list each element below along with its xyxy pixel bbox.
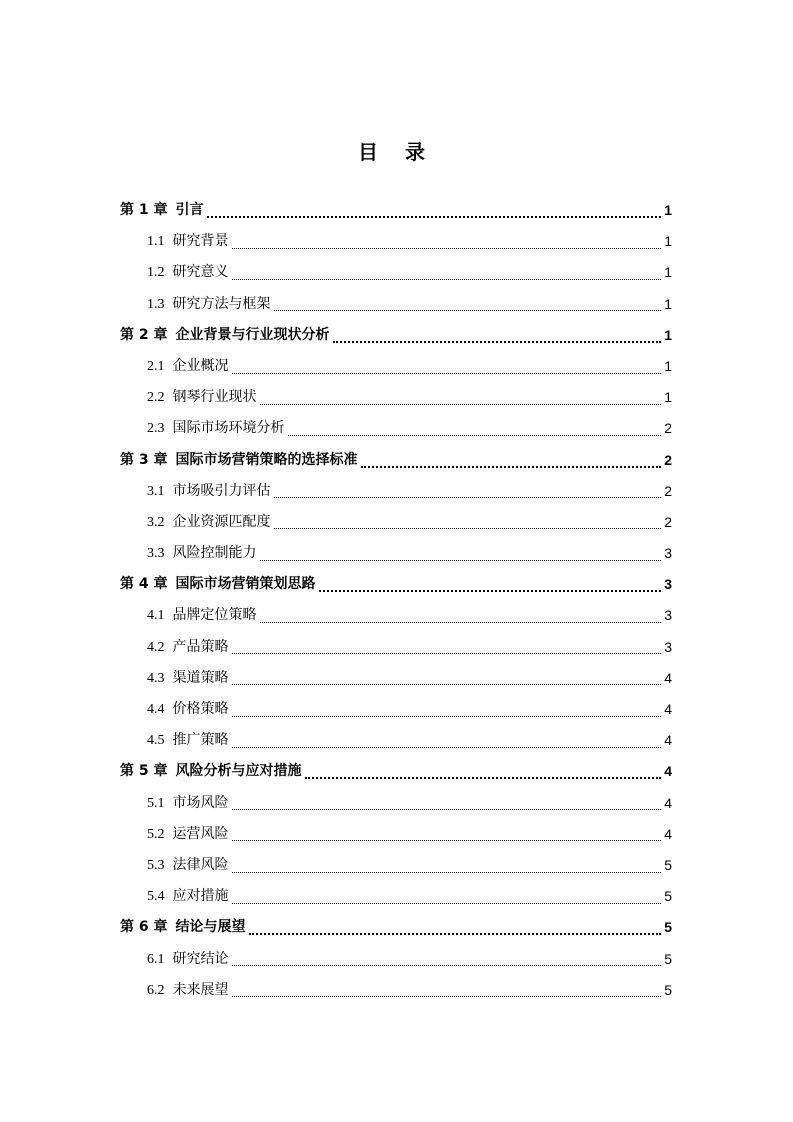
toc-page-number: 5 (664, 981, 672, 998)
toc-entry-number: 5.4 (147, 889, 165, 905)
toc-page-number: 5 (664, 856, 672, 873)
toc-page-number: 1 (664, 357, 672, 374)
toc-entry-number: 4.1 (147, 608, 165, 624)
toc-entry-number: 3.3 (147, 546, 165, 562)
toc-entry-number: 第 2 章 (120, 326, 168, 343)
toc-entry-label: 应对措施 (172, 888, 229, 905)
toc-entry-label: 研究意义 (172, 264, 229, 281)
toc-entry-label: 风险控制能力 (172, 545, 257, 562)
toc-dot-leader (232, 715, 662, 717)
toc-section-entry[interactable] (120, 476, 672, 507)
toc-page-number: 4 (664, 794, 672, 811)
toc-section-entry[interactable] (120, 226, 672, 257)
toc-page-number: 1 (664, 202, 672, 218)
toc-page-number: 3 (664, 545, 672, 562)
toc-section-entry[interactable] (120, 663, 672, 694)
toc-dot-leader (232, 278, 662, 280)
toc-entry-label: 渠道策略 (172, 669, 229, 686)
toc-dot-leader (260, 621, 662, 623)
toc-page-number: 1 (664, 389, 672, 406)
toc-dot-leader (305, 776, 662, 779)
toc-page-number: 5 (664, 888, 672, 905)
toc-section-entry[interactable] (120, 881, 672, 912)
toc-entry-label: 市场风险 (172, 794, 229, 811)
toc-dot-leader (232, 902, 662, 904)
toc-entry-label: 价格策略 (172, 701, 229, 717)
toc-dot-leader (232, 808, 662, 810)
toc-section-entry[interactable] (120, 600, 672, 631)
toc-entry-number: 5.1 (147, 795, 165, 811)
toc-entry-label: 企业背景与行业现状分析 (175, 326, 330, 343)
toc-entry-label: 推广策略 (172, 732, 229, 749)
toc-entry-label: 企业资源匹配度 (172, 513, 271, 530)
toc-entry-label: 研究结论 (172, 950, 229, 967)
toc-chapter-entry[interactable] (120, 445, 672, 476)
toc-dot-leader (232, 652, 662, 654)
toc-entry-label: 研究方法与框架 (172, 295, 271, 312)
toc-entry-label: 结论与展望 (175, 919, 246, 936)
toc-entry-label: 产品策略 (172, 638, 229, 655)
toc-entry-number: 4.2 (147, 639, 165, 655)
toc-entry-number: 6.1 (147, 951, 165, 967)
toc-page-number: 4 (664, 763, 672, 780)
toc-entry-number: 第 5 章 (120, 763, 168, 780)
toc-page-number: 3 (664, 638, 672, 655)
toc-chapter-entry[interactable] (120, 195, 672, 226)
toc-page-number: 2 (664, 451, 672, 468)
toc-entry-label: 引言 (175, 202, 204, 218)
toc-entry-number: 4.3 (147, 670, 165, 686)
toc-page-number: 2 (664, 420, 672, 437)
toc-entry-number: 5.2 (147, 826, 165, 842)
toc-entry-number: 第 6 章 (120, 919, 168, 936)
toc-entry-label: 运营风险 (172, 825, 229, 842)
toc-entry-label: 钢琴行业现状 (172, 389, 257, 406)
toc-entry-number: 4.4 (147, 702, 165, 717)
toc-page-number: 1 (664, 295, 672, 312)
toc-section-entry[interactable] (120, 694, 672, 725)
toc-page-number: 1 (664, 326, 672, 343)
toc-entry-label: 法律风险 (172, 856, 229, 873)
toc-section-entry[interactable] (120, 382, 672, 413)
toc-page-number: 4 (664, 825, 672, 842)
toc-chapter-entry[interactable] (120, 756, 672, 787)
toc-dot-leader (274, 527, 662, 529)
toc-dot-leader (232, 839, 662, 841)
toc-entry-label: 国际市场环境分析 (172, 420, 285, 437)
toc-entry-label: 国际市场营销策划思路 (175, 576, 316, 593)
toc-page-number: 3 (664, 576, 672, 593)
toc-section-entry[interactable] (120, 819, 672, 850)
toc-section-entry[interactable] (120, 944, 672, 975)
toc-entry-label: 市场吸引力评估 (172, 482, 271, 499)
toc-chapter-entry[interactable] (120, 569, 672, 600)
toc-entry-number: 第 3 章 (120, 451, 168, 468)
toc-dot-leader (361, 465, 662, 468)
toc-entry-number: 1.2 (147, 265, 165, 281)
toc-dot-leader (260, 403, 662, 405)
toc-section-entry[interactable] (120, 257, 672, 288)
toc-entry-number: 4.5 (147, 733, 165, 749)
toc-dot-leader (232, 871, 662, 873)
toc-page-number: 1 (664, 233, 672, 250)
toc-entry-label: 国际市场营销策略的选择标准 (175, 451, 358, 468)
toc-entry-number: 6.2 (147, 982, 165, 998)
toc-entry-number: 1.3 (147, 296, 165, 312)
toc-dot-leader (232, 247, 662, 249)
toc-page-number: 2 (664, 482, 672, 499)
toc-dot-leader (274, 496, 662, 498)
toc-chapter-entry[interactable] (120, 912, 672, 943)
toc-dot-leader (333, 340, 662, 343)
toc-dot-leader (319, 589, 662, 592)
toc-entry-label: 风险分析与应对措施 (175, 763, 302, 780)
toc-dot-leader (260, 559, 662, 561)
toc-page-number: 5 (664, 950, 672, 967)
toc-page-number: 2 (664, 513, 672, 530)
toc-section-entry[interactable] (120, 632, 672, 663)
toc-dot-leader (232, 995, 662, 997)
toc-page-number: 3 (664, 607, 672, 624)
toc-dot-leader (232, 683, 662, 685)
toc-entry-number: 2.3 (147, 421, 165, 437)
toc-entry-number: 1.1 (147, 234, 165, 250)
toc-entry-label: 研究背景 (172, 233, 229, 250)
toc-dot-leader (249, 932, 662, 935)
toc-section-entry[interactable] (120, 975, 672, 1006)
toc-dot-leader (232, 746, 662, 748)
toc-dot-leader (232, 964, 662, 966)
toc-dot-leader (274, 309, 662, 311)
toc-entry-number: 2.2 (147, 390, 165, 406)
toc-entry-number: 第 1 章 (120, 202, 168, 218)
toc-page-number: 5 (664, 919, 672, 936)
table-of-contents (120, 195, 672, 1006)
toc-section-entry[interactable] (120, 413, 672, 444)
toc-section-entry[interactable] (120, 507, 672, 538)
toc-page-number: 1 (664, 264, 672, 281)
toc-section-entry[interactable] (120, 850, 672, 881)
toc-title: 目 录 (358, 140, 435, 164)
toc-section-entry[interactable] (120, 351, 672, 382)
toc-entry-number: 3.1 (147, 483, 165, 499)
toc-page-number: 4 (664, 732, 672, 749)
toc-entry-number: 5.3 (147, 857, 165, 873)
toc-entry-number: 第 4 章 (120, 576, 168, 593)
toc-entry-number: 3.2 (147, 514, 165, 530)
toc-section-entry[interactable] (120, 538, 672, 569)
toc-entry-label: 品牌定位策略 (172, 607, 257, 624)
toc-section-entry[interactable] (120, 289, 672, 320)
toc-page-number: 4 (664, 701, 672, 717)
toc-entry-label: 未来展望 (172, 981, 229, 998)
toc-dot-leader (207, 215, 662, 218)
toc-page-number: 4 (664, 669, 672, 686)
toc-section-entry[interactable] (120, 788, 672, 819)
toc-dot-leader (232, 372, 662, 374)
toc-entry-number: 2.1 (147, 358, 165, 374)
toc-dot-leader (288, 434, 662, 436)
toc-section-entry[interactable] (120, 725, 672, 756)
toc-chapter-entry[interactable] (120, 320, 672, 351)
toc-entry-label: 企业概况 (172, 357, 229, 374)
